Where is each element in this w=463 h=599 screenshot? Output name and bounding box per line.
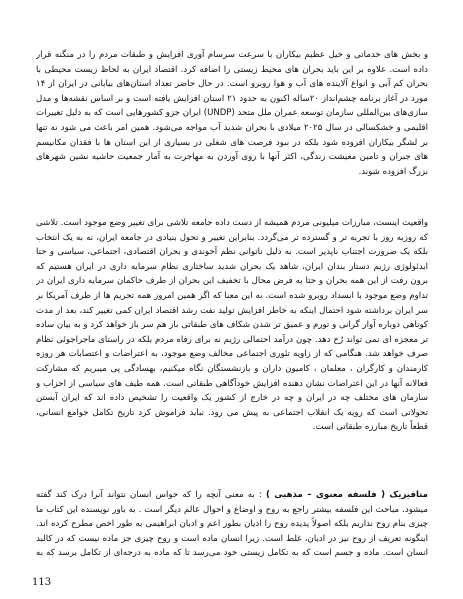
- paragraph-1: و بخش های خدماتی و خیل عظیم بیکاران با سرعت سرسام آوری افزایش و طبقات مردم را در منگنه قرار داده است. علاوه بر این باید بحران های محیط زیستی را اضافه کرد. اقتصاد ایران به لحاظ زیست محیطی با بحران کم آبی و انواع آلاینده های آب و هوا روبرو است. در حال حاضر تعداد استان‌های بیابانی در ایران از ۱۴ مورد در آغاز برنامه چشم‌انداز ۲۰ساله اکنون به حدود ۲۱ استان افزایش یافته است و بر اساس نقشه‌ها و مدل سازی‌های بین‌المللی سازمان توسعه عمران ملل متحد (UNDP) ایران جزو کشورهایی است که به دلیل تغییرات اقلیمی و خشکسالی در سال ۲۰۲۵ میلادی با بحران شدید آب مواجه می‌شود. همین امر باعث می شود نه تنها بر لشگر بیکاران افزوده شود بلکه در نبود فرصت های شغلی در بسیاری از این استان ها با فقدان مکانیسم های جبران و تامین معیشت زندگی، اکثر آنها با روی آوردن به مهاجرت به آمار جمعیت حاشیه نشین شهرهای بزرگ افزوده شوند.: [36, 50, 428, 177]
- paragraph-2: واقعیت اینست، مبارزات میلیونی مردم همیشه از دست داده جامعه تلاشی برای تغییر وضع موجود است. تلاشی که روزبه روز با تجربه تر و گسترده تر می‌گردد. بنابراین تغییر و تحول بنیادی در جامعه ایران، نه به یک انتخاب بلکه یک ضرورت اجتناب ناپذیر است. به دلیل ناتوانی نظم آخوندی و بحران اقتصادی، اجتماعی، سیاسی و حتا ایدئولوژی رژیم دستار بندان ایران، شاهد یک بحران شدید ساختاری نظام سرمایه داری در ایران هستیم که برون رفت از این همه بحران و حتا به فرض محال با تخفیف این بحران از طرف حاکمان سرمایه داری ایران در تداوم وضع موجود با انسداد روبرو شده است. به این معنا که اگر همین امروز همه تحریم ها از طرف آمریکا بر سر ایران برداشته شود احتمال اینکه به خاطر افزایش تولید نفت رشد اقتصاد ایران کمی تغییر کند، بعد از مدت کوتاهی دوباره آوار گرانی و تورم و عمیق تر شدن شکاف های طبقاتی باز هم سر باز خواهد کرد و به بیان ساده تر معجزه ای نمی تواند رُخ دهد. چون درآمد احتمالی رژیم نه برای رفاه مردم بلکه در راستای ماجراجوئی نظام صرف خواهد شد. هنگامی که از زاویه تئوری اجتماعی مخالف وضع موجود، به اعتراضات و اعتصابات هر روزه کارمندان و کارگران ، معلمان ، کامیون داران و بازنشستگان نگاه میکنیم، بهسادگی پی میبریم که مشارکت فعالانه آنها در این اعتراضات نشان دهنده افزایش خودآگاهی طبقاتی است. همه طیف های سیاسی از احزاب و سازمان های مختلف چه در ایران و چه در خارج از کشور یک واقعیت را تشخیص داده اند که ایران آبستن تحولاتی است که رویه یک انقلاب اجتماعی به پیش می رود. نباید فراموش کرد تاریخ تکامل جوامع انسانی، قطعاً تاریخ مبارزه طبقاتی است.: [36, 218, 428, 433]
- paragraph-3-body: : به معنی آنچه را که حواس انسان نتواند آنرا درک کند گفته میشود. مباحث این فلسفه بیشتر راجع به روح و اوضاع و احوال عالم دیگر است . به باور نویسنده این کتاب ما چیزی بنام روح نداریم بلکه اصولاً پدیده روح را ادیان بطور اعم و ادیان ابراهیمی به طور اخص مطرح کرده اند. اینگونه تعریف از روح نیز در ادیان، غلط است. زیرا انسان ماده است و روح چیزی جز ماده نیست که در کالبد انسان است. ماده و جسم است که به تکامل زیستی خود می‌رسد تا که ماده به درجه‌ای از تکامل برسد که به: [36, 490, 428, 559]
- paragraph-3: [36, 488, 428, 562]
- page-number: 113: [32, 577, 52, 588]
- section-heading: متافیزیک ( فلسفه معنوی – مذهبی ): [266, 490, 428, 500]
